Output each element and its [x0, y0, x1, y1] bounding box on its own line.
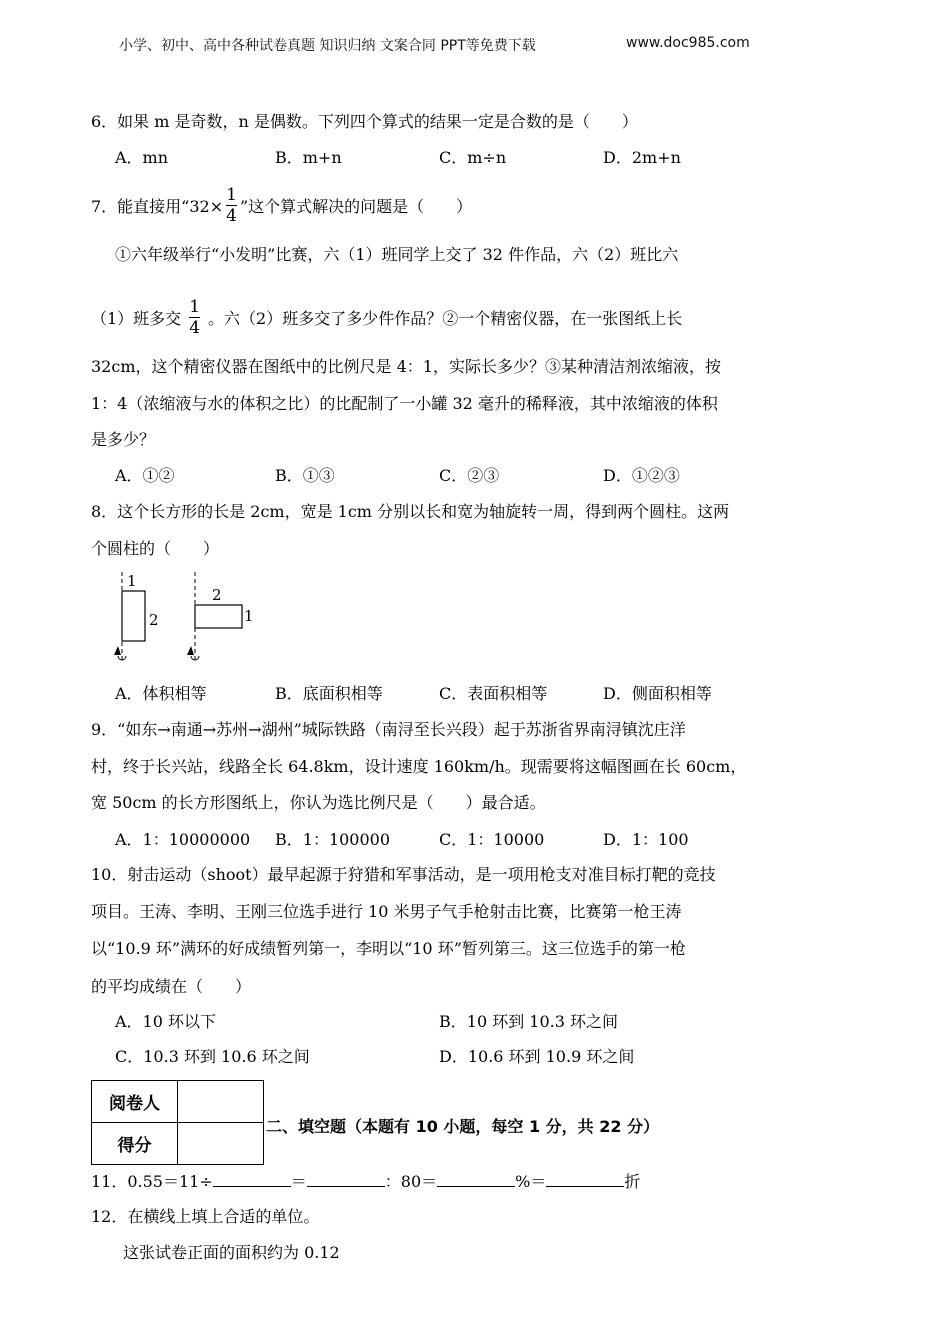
q8-figure	[108, 568, 268, 668]
q10-option-d: D．10.6 环到 10.9 环之间	[439, 1047, 635, 1066]
q12-line1: 这张试卷正面的面积约为 0.12	[123, 1243, 340, 1262]
q7-option-d: D．①②③	[603, 466, 680, 485]
q9-line1: 9．“如东→南通→苏州→湖州”城际铁路（南浔至长兴段）起于苏浙省界南浔镇沈庄洋	[91, 720, 686, 739]
fig1-rectangle	[122, 591, 145, 641]
header-text: 小学、初中、高中各种试卷真题 知识归纳 文案合同 PPT等免费下载	[119, 38, 536, 54]
q10-line2: 项目。王涛、李明、王刚三位选手进行 10 米男子气手枪射击比赛，比赛第一枪王涛	[91, 902, 682, 921]
q8-option-a: A．体积相等	[115, 684, 207, 703]
score-cell[interactable]	[178, 1123, 264, 1165]
header-url: www.doc985.com	[626, 35, 750, 51]
q7-fraction	[226, 186, 237, 225]
fig2-top-label: 2	[212, 586, 222, 604]
q9-option-c: C．1：10000	[439, 830, 545, 849]
q7-option-c: C．②③	[439, 466, 500, 485]
q7-frac-num: 1	[226, 184, 237, 205]
q9-line2: 村，终于长兴站，线路全长 64.8km，设计速度 160km/h。现需要将这幅图画在长 60cm，	[91, 757, 747, 776]
q10-line3: 以“10.9 环”满环的好成绩暂列第一，李明以“10 环”暂列第三。这三位选手的第一枪	[91, 939, 686, 958]
q7-line2	[91, 294, 682, 340]
q9-line3: 宽 50cm 的长方形图纸上，你认为选比例尺是（ ）最合适。	[91, 793, 546, 812]
fig1-arrowhead-icon	[114, 646, 121, 655]
fig2-arrowhead-icon	[187, 646, 194, 655]
q6-option-c: C．m÷n	[439, 148, 507, 167]
q8-line2: 个圆柱的（ ）	[91, 539, 220, 558]
q8-line1: 8．这个长方形的长是 2cm，宽是 1cm 分别以长和宽为轴旋转一周，得到两个圆柱。这两	[91, 502, 730, 521]
grader-label: 阅卷人	[92, 1081, 178, 1123]
q6-stem: 6．如果 m 是奇数，n 是偶数。下列四个算式的结果一定是合数的是（ ）	[91, 112, 638, 131]
score-label: 得分	[92, 1123, 178, 1165]
q11-blank-2[interactable]	[307, 1170, 385, 1187]
q9-option-b: B．1：100000	[275, 830, 391, 849]
q11-line	[91, 1170, 640, 1193]
fig1-top-label: 1	[127, 572, 137, 590]
q9-option-a: A．1：10000000	[115, 830, 251, 849]
q10-option-a: A．10 环以下	[115, 1012, 217, 1031]
q7-line2-b: 。六（2）班多交了多少件作品？②一个精密仪器，在一张图纸上长	[208, 308, 683, 328]
q6-option-a: A．mn	[115, 148, 169, 167]
grader-cell[interactable]	[178, 1081, 264, 1123]
q11-part2: ＝	[290, 1172, 307, 1191]
q8-option-d: D．侧面积相等	[603, 684, 712, 703]
section2-title: 二、填空题（本题有 10 小题，每空 1 分，共 22 分）	[266, 1117, 660, 1136]
q7-frac-den: 4	[226, 205, 237, 226]
q7-line5: 是多少？	[91, 430, 156, 449]
q10-line1: 10．射击运动（shoot）最早起源于狩猎和军事活动，是一项用枪支对准目标打靶的竞技	[91, 865, 716, 884]
fig2-rectangle	[195, 605, 242, 628]
q9-option-d: D．1：100	[603, 830, 689, 849]
q8-option-b: B．底面积相等	[275, 684, 383, 703]
q12-stem: 12．在横线上填上合适的单位。	[91, 1207, 320, 1226]
grader-table	[91, 1080, 264, 1165]
q11-part4: %＝	[515, 1172, 547, 1191]
q10-line4: 的平均成绩在（ ）	[91, 977, 252, 996]
q7-option-a: A．①②	[115, 466, 175, 485]
q7-line3: 32cm，这个精密仪器在图纸中的比例尺是 4：1，实际长多少？③某种清洁剂浓缩液，按	[91, 357, 721, 376]
q7-stem-b: ”这个算式解决的问题是（ ）	[239, 196, 473, 216]
q7-option-b: B．①③	[275, 466, 335, 485]
q11-part5: 折	[624, 1172, 641, 1191]
q8-option-c: C．表面积相等	[439, 684, 548, 703]
q7-stem	[91, 182, 472, 228]
q10-option-c: C．10.3 环到 10.6 环之间	[115, 1047, 310, 1066]
q7-line4: 1：4（浓缩液与水的体积之比）的比配制了一小罐 32 毫升的稀释液，其中浓缩液的体积	[91, 394, 718, 413]
q7-line2-frac-num: 1	[189, 296, 201, 317]
fig2-side-label: 1	[244, 607, 254, 625]
q11-blank-3[interactable]	[437, 1170, 515, 1187]
q11-part1: 11．0.55＝11÷	[91, 1172, 213, 1191]
fig1-side-label: 2	[149, 611, 159, 629]
q6-option-d: D．2m+n	[603, 148, 681, 167]
q7-line2-fraction	[189, 298, 200, 337]
q11-part3: ：80＝	[384, 1172, 438, 1191]
q7-stem-a: 7．能直接用“32×	[91, 196, 224, 216]
q11-blank-4[interactable]	[546, 1170, 624, 1187]
q6-option-b: B．m+n	[275, 148, 342, 167]
q7-line2-frac-den: 4	[189, 317, 201, 338]
q7-line2-a: （1）班多交	[91, 308, 182, 328]
q11-blank-1[interactable]	[213, 1170, 291, 1187]
q7-line1: ①六年级举行“小发明”比赛，六（1）班同学上交了 32 件作品，六（2）班比六	[115, 245, 679, 264]
q10-option-b: B．10 环到 10.3 环之间	[439, 1012, 619, 1031]
